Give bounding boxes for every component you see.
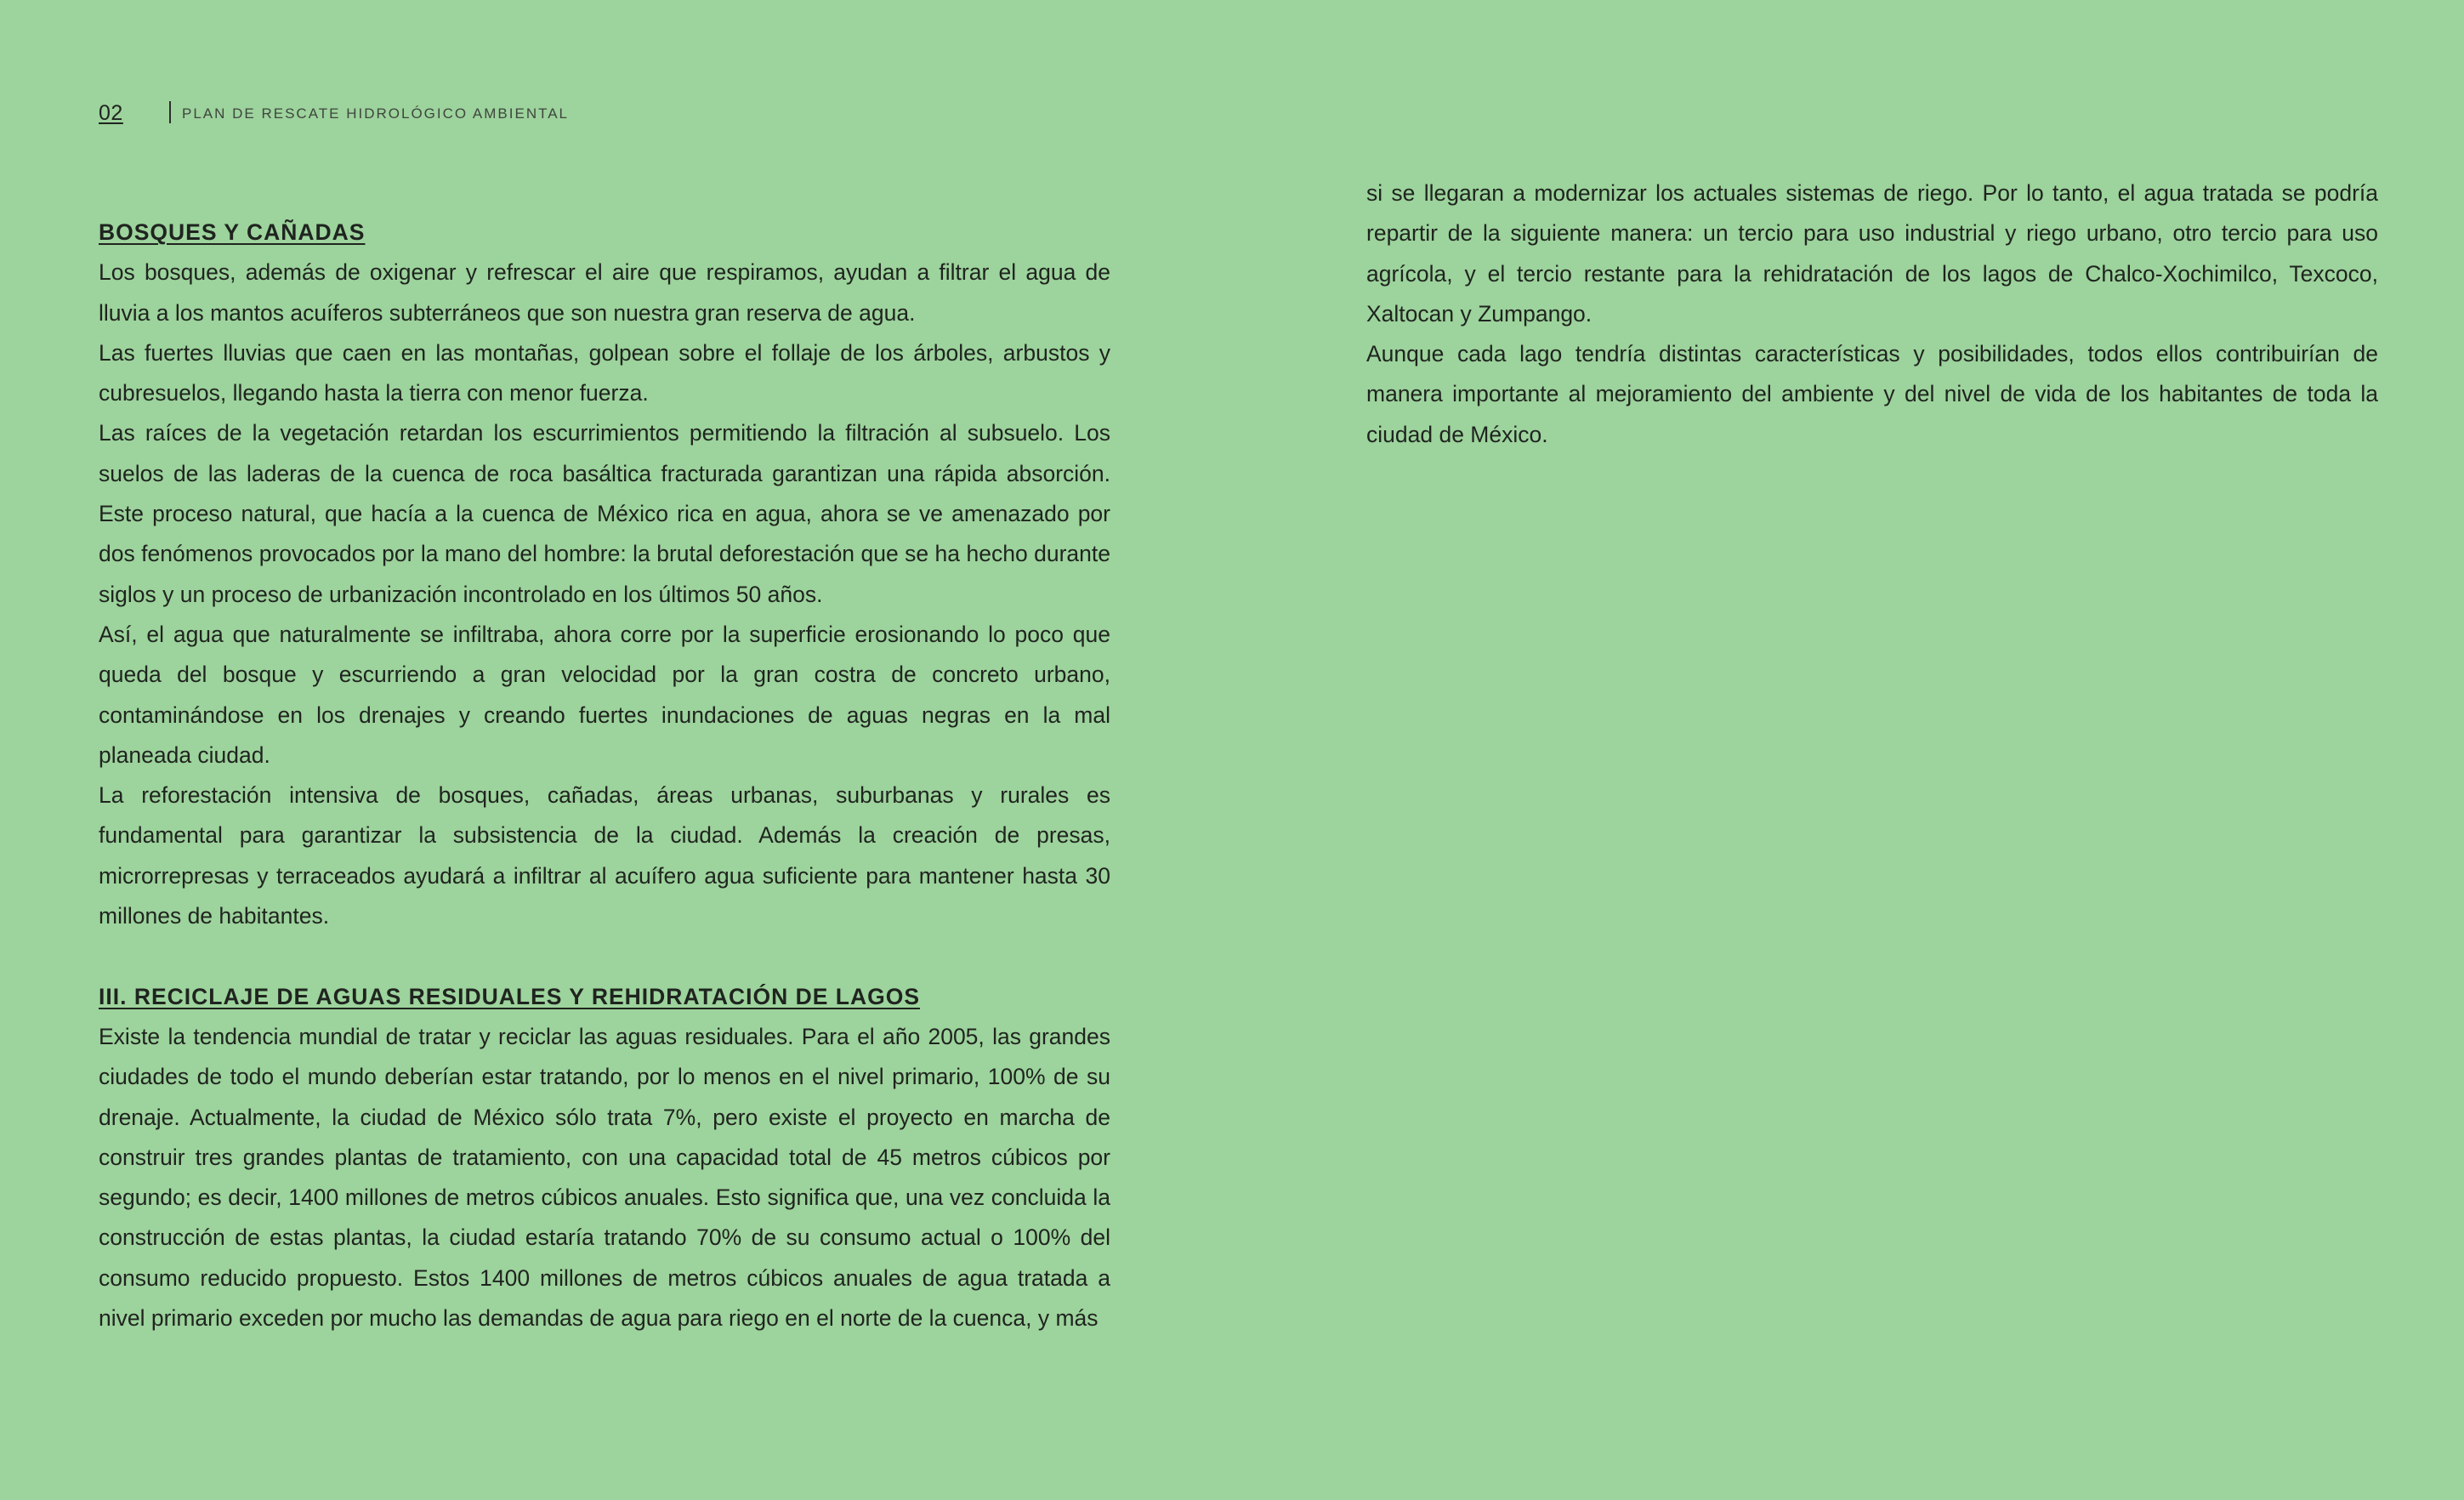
section-heading-bosques: BOSQUES Y CAÑADAS xyxy=(99,219,366,245)
left-column xyxy=(99,213,1110,1338)
paragraph: Las raíces de la vegetación retardan los escurrimientos permitiendo la filtración al subsuelo. Los suelos de las laderas de la cuenca de roca basáltica fracturada garantizan una rápida absorción. Este proceso natural, que hacía a la cuenca de México rica en agua, ahora se ve amenazado por dos fenómenos provocados por la mano del hombre: la brutal deforestación que se ha hecho durante siglos y un proceso de urbanización incontrolado en los últimos 50 años. xyxy=(99,420,1110,607)
paragraph: La reforestación intensiva de bosques, cañadas, áreas urbanas, suburbanas y rurales es fundamental para garantizar la subsistencia de la ciudad. Además la creación de presas, microrrepresas y terraceados ayudará a infiltrar al acuífero agua suficiente para mantener hasta 30 millones de habitantes. xyxy=(99,782,1110,929)
paragraph: Aunque cada lago tendría distintas características y posibilidades, todos ellos contribuirían de manera importante al mejoramiento del ambiente y del nivel de vida de los habitantes de toda la ciudad de México. xyxy=(1366,341,2378,447)
section-spacer xyxy=(99,936,1110,976)
document-title: PLAN DE RESCATE HIDROLÓGICO AMBIENTAL xyxy=(182,105,570,122)
section-heading-reciclaje: III. RECICLAJE DE AGUAS RESIDUALES Y REHIDRATACIÓN DE LAGOS xyxy=(99,983,920,1009)
paragraph: si se llegaran a modernizar los actuales sistemas de riego. Por lo tanto, el agua tratada se podría repartir de la siguiente manera: un tercio para uso industrial y riego urbano, otro tercio para uso agrícola, y el tercio restante para la rehidratación de los lagos de Chalco-Xochimilco, Texcoco, Xaltocan y Zumpango. xyxy=(1366,180,2378,327)
paragraph: Las fuertes lluvias que caen en las montañas, golpean sobre el follaje de los árboles, arbustos y cubresuelos, llegando hasta la tierra con menor fuerza. xyxy=(99,339,1110,406)
right-column xyxy=(1366,173,2378,455)
paragraph: Los bosques, además de oxigenar y refrescar el aire que respiramos, ayudan a filtrar el agua de lluvia a los mantos acuíferos subterráneos que son nuestra gran reserva de agua. xyxy=(99,259,1110,326)
paragraph: Existe la tendencia mundial de tratar y reciclar las aguas residuales. Para el año 2005, las grandes ciudades de todo el mundo deberían estar tratando, por lo menos en el nivel primario, 100% de su drenaje. Actualmente, la ciudad de México sólo trata 7%, pero existe el proyecto en marcha de construir tres grandes plantas de tratamiento, con una capacidad total de 45 metros cúbicos por segundo; es decir, 1400 millones de metros cúbicos anuales. Esto significa que, una vez concluida la construcción de estas plantas, la ciudad estaría tratando 70% de su consumo actual o 100% del consumo reducido propuesto. Estos 1400 millones de metros cúbicos anuales de agua tratada a nivel primario exceden por mucho las demandas de agua para riego en el norte de la cuenca, y más xyxy=(99,1023,1110,1332)
paragraph: Así, el agua que naturalmente se infiltraba, ahora corre por la superficie erosionando lo poco que queda del bosque y escurriendo a gran velocidad por la gran costra de concreto urbano, contaminándose en los drenajes y creando fuertes inundaciones de aguas negras en la mal planeada ciudad. xyxy=(99,621,1110,768)
header-divider xyxy=(169,101,171,123)
page-number: 02 xyxy=(99,101,123,125)
